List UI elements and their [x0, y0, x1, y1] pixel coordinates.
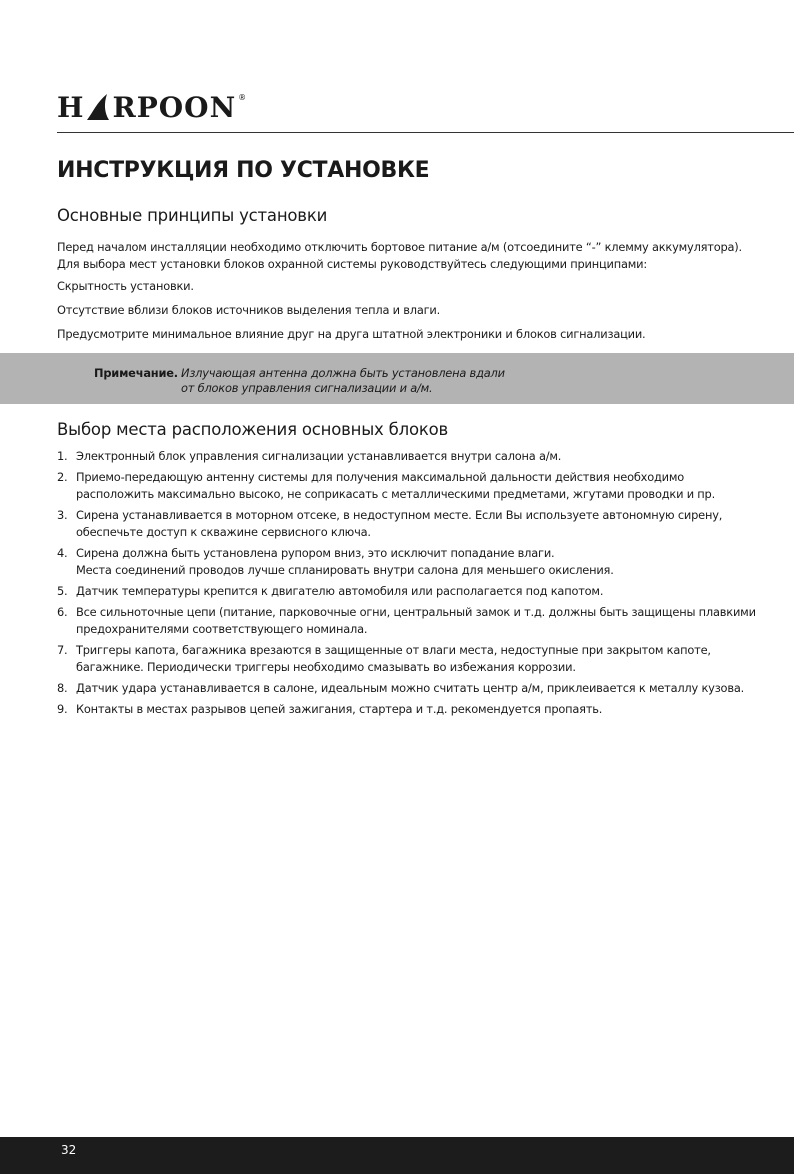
list-item-text: расположить максимально высоко, не соприкасать с металлическими предметами, жгутами проводки и пр. [76, 487, 716, 501]
page-number: 32 [61, 1143, 77, 1157]
list-item-number: 8. [57, 681, 68, 695]
list-item-number: 3. [57, 508, 68, 522]
list-item-text: предохранителями соответствующего номинала. [76, 622, 368, 636]
note-box [0, 353, 794, 404]
list-item-text: Датчик удара устанавливается в салоне, идеальным можно считать центр а/м, приклеивается к металлу кузова. [76, 681, 745, 695]
list-item [57, 680, 757, 697]
note-text [181, 366, 505, 396]
list-item-number: 4. [57, 546, 68, 560]
intro-line: Перед началом инсталляции необходимо отключить бортовое питание а/м (отсоедините “-” клемму аккумулятора). [57, 240, 742, 254]
page-footer [0, 1137, 794, 1174]
principle-interference: Предусмотрите минимальное влияние друг на друга штатной электроники и блоков сигнализации. [57, 327, 646, 341]
intro-line: Для выбора мест установки блоков охранной системы руководствуйтесь следующими принципами: [57, 257, 648, 271]
note-line: Излучающая антенна должна быть установлена вдали [181, 366, 505, 380]
list-item-number: 2. [57, 470, 68, 484]
page-title: ИНСТРУКЦИЯ ПО УСТАНОВКЕ [57, 158, 430, 183]
header-divider [57, 132, 794, 133]
list-item-number: 9. [57, 702, 68, 716]
list-item [57, 448, 757, 465]
note-line: от блоков управления сигнализации и а/м. [181, 381, 433, 395]
list-item-text: обеспечьте доступ к скважине сервисного ключа. [76, 525, 371, 539]
list-item [57, 604, 757, 638]
logo-letter-h: H [57, 91, 85, 124]
list-item-text: Места соединений проводов лучше спланировать внутри салона для меньшего окисления. [76, 563, 614, 577]
note-label: Примечание. [94, 366, 178, 380]
principle-secrecy: Скрытность установки. [57, 279, 194, 293]
list-item [57, 583, 757, 600]
list-item-number: 1. [57, 449, 68, 463]
list-item [57, 545, 757, 579]
list-item-text: Сирена устанавливается в моторном отсеке, в недоступном месте. Если Вы используете автономную сирену, [76, 508, 723, 522]
list-item-text: Электронный блок управления сигнализации устанавливается внутри салона а/м. [76, 449, 562, 463]
list-item [57, 507, 757, 541]
logo-letters-rpoon: RPOON [112, 91, 237, 124]
shark-fin-icon [85, 94, 111, 120]
list-item-text: Все сильноточные цепи (питание, парковочные огни, центральный замок и т.д. должны быть защищены плавкими [76, 605, 756, 619]
section-heading-principles: Основные принципы установки [57, 206, 328, 225]
registered-mark: ® [238, 93, 248, 102]
list-item-text: Сирена должна быть установлена рупором вниз, это исключит попадание влаги. [76, 546, 555, 560]
list-item-text: багажнике. Периодически триггеры необходимо смазывать во избежания коррозии. [76, 660, 576, 674]
list-item-number: 7. [57, 643, 68, 657]
harpoon-logo [57, 91, 248, 124]
intro-paragraph [57, 239, 757, 273]
placement-list [57, 448, 757, 722]
list-item-text: Приемо-передающую антенну системы для получения максимальной дальности действия необходимо [76, 470, 685, 484]
section-heading-placement: Выбор места расположения основных блоков [57, 420, 449, 439]
list-item [57, 701, 757, 718]
list-item-number: 6. [57, 605, 68, 619]
list-item-text: Контакты в местах разрывов цепей зажигания, стартера и т.д. рекомендуется пропаять. [76, 702, 603, 716]
list-item [57, 469, 757, 503]
list-item-number: 5. [57, 584, 68, 598]
list-item [57, 642, 757, 676]
principle-heat-moisture: Отсутствие вблизи блоков источников выделения тепла и влаги. [57, 303, 441, 317]
list-item-text: Триггеры капота, багажника врезаются в защищенные от влаги места, недоступные при закрытом капоте, [76, 643, 711, 657]
list-item-text: Датчик температуры крепится к двигателю автомобиля или располагается под капотом. [76, 584, 604, 598]
